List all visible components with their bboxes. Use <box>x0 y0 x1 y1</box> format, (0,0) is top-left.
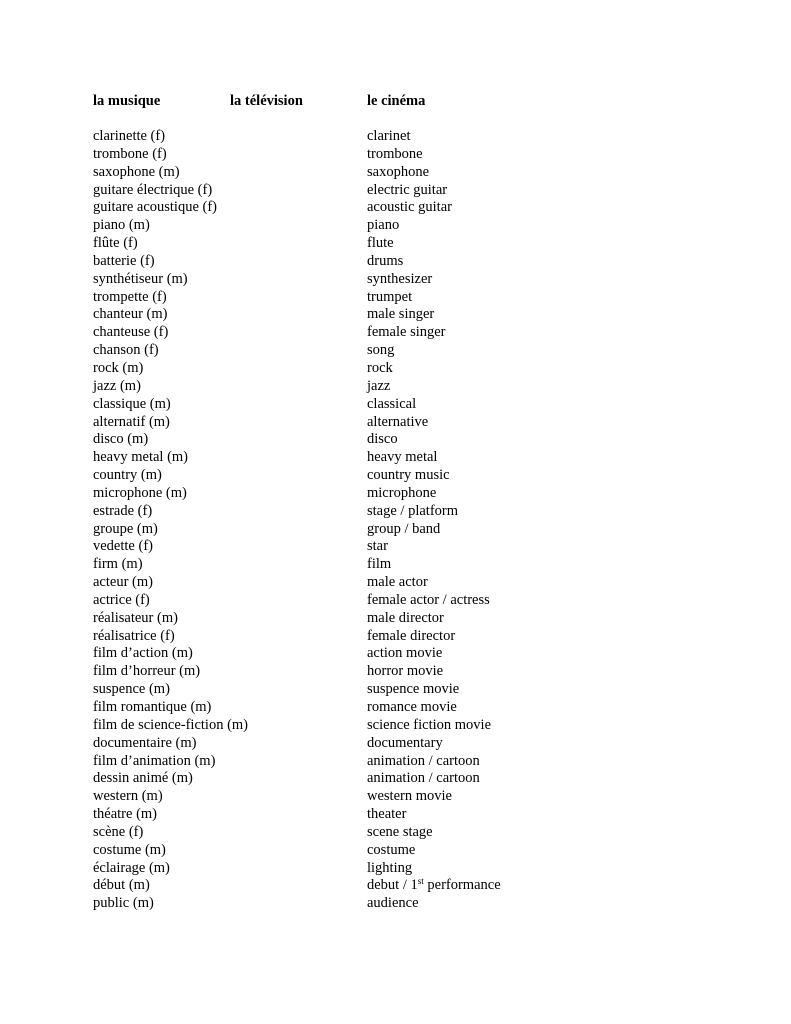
english-translation: male singer <box>367 306 435 323</box>
vocab-row <box>0 414 791 432</box>
vocab-row <box>0 235 791 253</box>
french-term: théatre (m) <box>93 806 158 823</box>
vocab-row <box>0 592 791 610</box>
french-term: classique (m) <box>93 395 171 412</box>
french-term: heavy metal (m) <box>93 449 189 466</box>
french-term: groupe (m) <box>93 520 158 537</box>
header-cinema: le cinéma <box>367 93 426 109</box>
french-term: disco (m) <box>93 431 149 448</box>
english-translation: male director <box>367 609 444 626</box>
english-translation: electric guitar <box>367 181 448 198</box>
vocab-row <box>0 485 791 503</box>
english-translation: drums <box>367 252 404 269</box>
english-translation: song <box>367 342 395 359</box>
french-term: film d’animation (m) <box>93 752 216 769</box>
english-translation: jazz <box>367 377 391 394</box>
french-term: western (m) <box>93 788 163 805</box>
french-term: estrade (f) <box>93 502 153 519</box>
english-translation: trombone <box>367 145 423 162</box>
vocab-row <box>0 860 791 878</box>
french-term: vedette (f) <box>93 538 153 555</box>
french-term: réalisateur (m) <box>93 609 178 626</box>
french-term: scène (f) <box>93 823 144 840</box>
french-term: dessin animé (m) <box>93 770 193 787</box>
english-translation: trumpet <box>367 288 413 305</box>
english-translation: female singer <box>367 324 446 341</box>
vocab-row <box>0 199 791 217</box>
english-translation: classical <box>367 395 417 412</box>
french-term: trompette (f) <box>93 288 167 305</box>
french-term: film de science-fiction (m) <box>93 716 249 733</box>
vocab-row <box>0 877 791 895</box>
english-translation: stage / platform <box>367 502 459 519</box>
vocab-row <box>0 289 791 307</box>
french-term: microphone (m) <box>93 484 187 501</box>
french-term: jazz (m) <box>93 377 141 394</box>
vocab-row <box>0 217 791 235</box>
french-term: film romantique (m) <box>93 699 212 715</box>
vocab-row <box>0 360 791 378</box>
vocabulary-list <box>0 128 791 913</box>
vocab-row <box>0 556 791 574</box>
vocab-row <box>0 467 791 485</box>
french-term: synthétiseur (m) <box>93 270 188 287</box>
english-translation: female director <box>367 627 456 644</box>
english-translation <box>367 877 501 895</box>
vocab-row <box>0 449 791 467</box>
english-translation: documentary <box>367 734 443 751</box>
vocab-row <box>0 324 791 342</box>
english-translation: horror movie <box>367 663 444 680</box>
english-translation: scene stage <box>367 823 433 840</box>
english-translation-part: performance <box>423 877 501 894</box>
vocab-row <box>0 431 791 449</box>
vocab-row <box>0 663 791 681</box>
french-term: rock (m) <box>93 359 144 376</box>
vocab-row <box>0 128 791 146</box>
french-term: firm (m) <box>93 556 143 573</box>
vocab-row <box>0 164 791 182</box>
french-term: saxophone (m) <box>93 163 180 180</box>
french-term: piano (m) <box>93 217 150 234</box>
french-term: chanteur (m) <box>93 306 168 323</box>
english-translation: audience <box>367 895 419 912</box>
english-translation: western movie <box>367 788 452 805</box>
english-translation: animation / cartoon <box>367 752 480 769</box>
french-term: documentaire (m) <box>93 734 197 751</box>
french-term: suspence (m) <box>93 681 170 698</box>
vocab-row <box>0 342 791 360</box>
english-translation: piano <box>367 217 400 234</box>
vocab-row <box>0 396 791 414</box>
french-term: réalisatrice (f) <box>93 627 175 644</box>
vocab-row <box>0 770 791 788</box>
french-term: country (m) <box>93 467 162 484</box>
french-term: film d’action (m) <box>93 645 193 662</box>
vocab-row <box>0 503 791 521</box>
english-translation: science fiction movie <box>367 716 492 733</box>
english-translation: suspence movie <box>367 681 460 698</box>
french-term: acteur (m) <box>93 574 153 591</box>
vocab-row <box>0 628 791 646</box>
english-translation: heavy metal <box>367 449 438 466</box>
english-translation: female actor / actress <box>367 591 490 608</box>
english-translation: male actor <box>367 574 428 591</box>
french-term: chanson (f) <box>93 342 159 359</box>
english-translation: costume <box>367 841 416 858</box>
vocab-row <box>0 610 791 628</box>
english-translation: disco <box>367 431 398 448</box>
french-term: film d’horreur (m) <box>93 663 201 680</box>
french-term: clarinette (f) <box>93 128 166 144</box>
vocab-row <box>0 146 791 164</box>
vocab-row <box>0 182 791 200</box>
french-term: flûte (f) <box>93 235 138 252</box>
english-translation: alternative <box>367 413 429 430</box>
vocab-row <box>0 538 791 556</box>
vocab-row <box>0 253 791 271</box>
french-term: guitare électrique (f) <box>93 181 213 198</box>
vocab-row <box>0 574 791 592</box>
french-term: début (m) <box>93 877 150 894</box>
english-translation: rock <box>367 359 393 376</box>
english-translation: lighting <box>367 859 413 876</box>
vocab-row <box>0 753 791 771</box>
vocab-row <box>0 717 791 735</box>
french-term: alternatif (m) <box>93 413 170 430</box>
french-term: guitare acoustique (f) <box>93 199 218 216</box>
vocab-row <box>0 842 791 860</box>
ordinal-superscript: st <box>417 876 424 887</box>
french-term: actrice (f) <box>93 591 150 608</box>
french-term: batterie (f) <box>93 252 155 269</box>
english-translation: animation / cartoon <box>367 770 480 787</box>
vocab-row <box>0 699 791 717</box>
french-term: costume (m) <box>93 841 166 858</box>
english-translation: saxophone <box>367 163 430 180</box>
vocab-row <box>0 681 791 699</box>
english-translation: romance movie <box>367 699 457 715</box>
english-translation: theater <box>367 806 407 823</box>
vocab-row <box>0 271 791 289</box>
vocab-row <box>0 521 791 539</box>
english-translation: film <box>367 556 392 573</box>
vocab-row <box>0 824 791 842</box>
french-term: trombone (f) <box>93 145 167 162</box>
english-translation: country music <box>367 467 450 484</box>
vocab-row <box>0 306 791 324</box>
english-translation: star <box>367 538 388 555</box>
french-term: chanteuse (f) <box>93 324 169 341</box>
english-translation-part: debut / 1 <box>367 877 418 894</box>
header-music: la musique <box>93 93 161 109</box>
english-translation: group / band <box>367 520 441 537</box>
vocab-row <box>0 806 791 824</box>
vocab-row <box>0 645 791 663</box>
english-translation: flute <box>367 235 394 252</box>
vocab-row <box>0 788 791 806</box>
header-television: la télévision <box>230 93 303 109</box>
french-term: éclairage (m) <box>93 859 170 876</box>
vocab-row <box>0 895 791 913</box>
english-translation: action movie <box>367 645 443 662</box>
english-translation: synthesizer <box>367 270 433 287</box>
french-term: public (m) <box>93 895 154 912</box>
english-translation: clarinet <box>367 128 411 144</box>
vocab-row <box>0 378 791 396</box>
english-translation: microphone <box>367 484 437 501</box>
vocab-row <box>0 735 791 753</box>
column-headers <box>0 93 791 113</box>
english-translation: acoustic guitar <box>367 199 452 216</box>
